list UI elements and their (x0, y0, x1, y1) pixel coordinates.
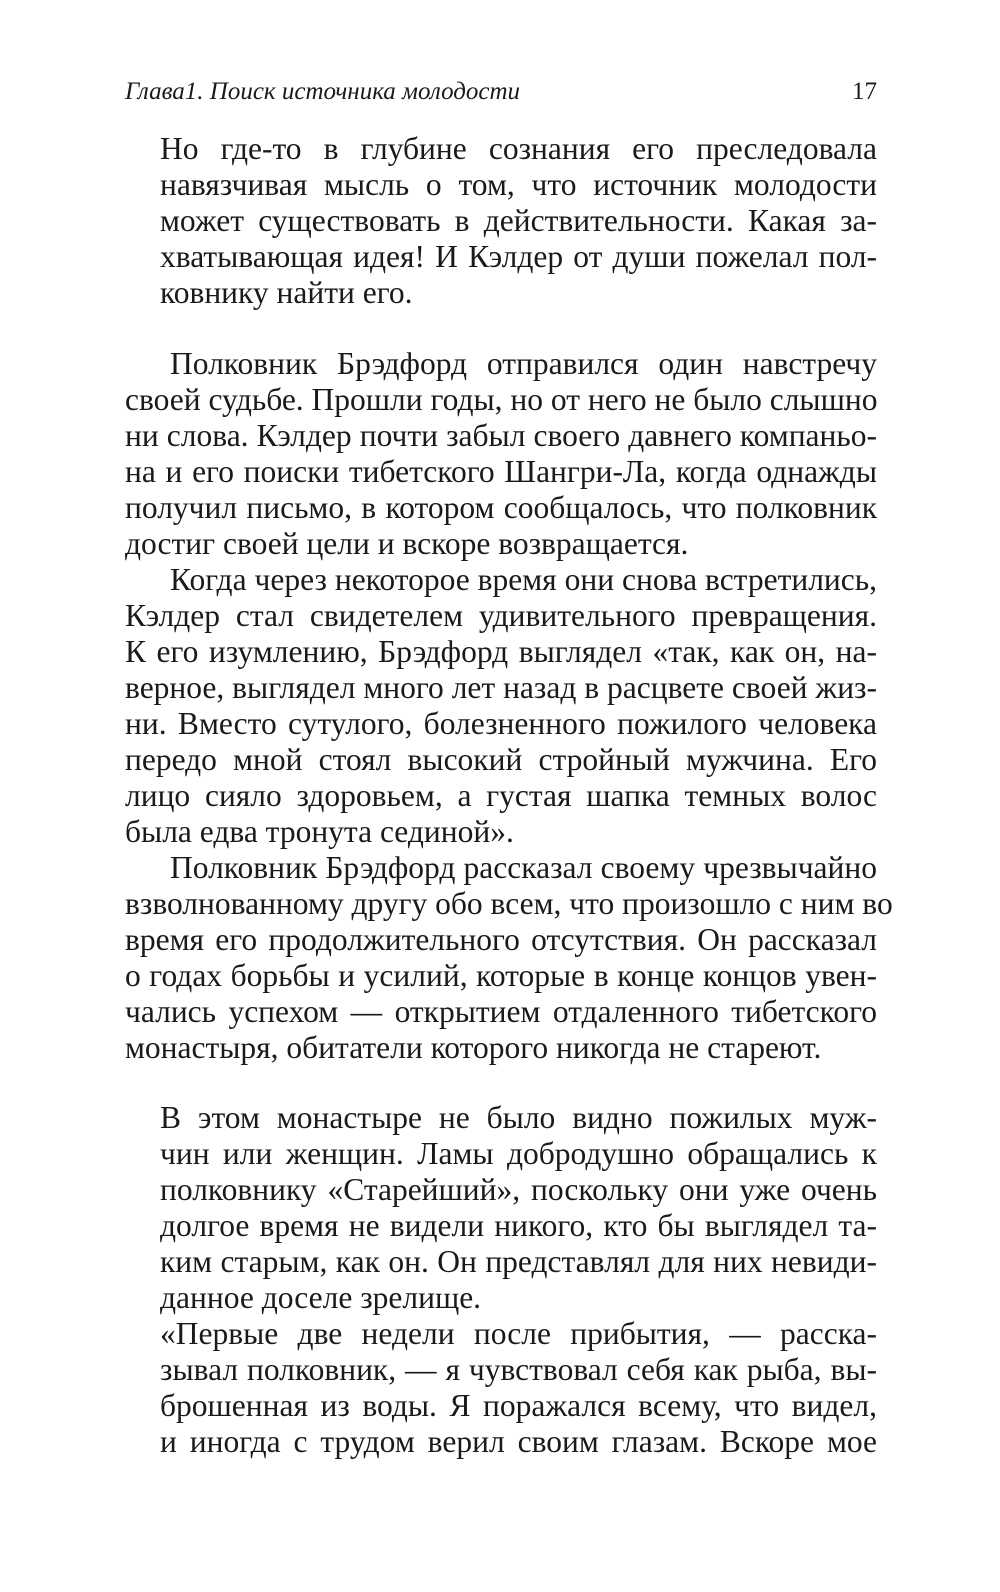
text-line: «Первые две недели после прибытия, — расска- (160, 1316, 877, 1351)
text-line: монастыря, обитатели которого никогда не стареют. (125, 1030, 822, 1065)
text-block-2 (125, 346, 893, 1066)
text-line: брошенная из воды. Я поражался всему, что видел, (160, 1388, 877, 1423)
text-line: взволнованному другу обо всем, что произошло с ним во (125, 886, 893, 921)
text-line: полковнику «Старейший», поскольку они уже очень (160, 1172, 877, 1207)
page-number: 17 (852, 78, 877, 105)
text-line: и иногда с трудом верил своим глазам. Вскоре мое (160, 1424, 877, 1459)
text-line: своей судьбе. Прошли годы, но от него не было слышно (125, 382, 878, 417)
running-header (125, 78, 877, 118)
chapter-title: Глава1. Поиск источника молодости (125, 78, 521, 105)
text-block-3 (160, 1100, 877, 1460)
text-block-1 (160, 131, 877, 311)
text-line: ковнику найти его. (160, 275, 413, 310)
text-line: лицо сияло здоровьем, а густая шапка темных волос (125, 778, 877, 813)
text-line: Когда через некоторое время они снова встретились, (170, 562, 877, 597)
text-line: В этом монастыре не было видно пожилых муж- (160, 1100, 877, 1135)
text-line: получил письмо, в котором сообщалось, что полковник (125, 490, 877, 525)
text-line: верное, выглядел много лет назад в расцвете своей жиз- (125, 670, 877, 705)
text-line: на и его поиски тибетского Шангри-Ла, когда однажды (125, 454, 877, 489)
text-line: долгое время не видели никого, кто бы выглядел та- (160, 1208, 877, 1243)
text-line: может существовать в действительности. Какая за- (160, 203, 877, 238)
text-line: Но где-то в глубине сознания его преследовала (160, 131, 877, 166)
text-line: Кэлдер стал свидетелем удивительного превращения. (125, 598, 877, 633)
text-line: достиг своей цели и вскоре возвращается. (125, 526, 689, 561)
text-line: чались успехом — открытием отдаленного тибетского (125, 994, 877, 1029)
text-line: о годах борьбы и усилий, которые в конце концов увен- (125, 958, 877, 993)
text-line: хватывающая идея! И Кэлдер от души пожелал пол- (160, 239, 877, 274)
text-line: зывал полковник, — я чувствовал себя как рыба, вы- (160, 1352, 877, 1387)
text-line: время его продолжительного отсутствия. Он рассказал (125, 922, 877, 957)
text-line: данное доселе зрелище. (160, 1280, 482, 1315)
text-line: Полковник Брэдфорд рассказал своему чрезвычайно (170, 850, 877, 885)
text-line: ким старым, как он. Он представлял для них невиди- (160, 1244, 877, 1279)
text-line: Полковник Брэдфорд отправился один навстречу (170, 346, 877, 381)
text-line: ни. Вместо сутулого, болезненного пожилого человека (125, 706, 877, 741)
text-line: передо мной стоял высокий стройный мужчина. Его (125, 742, 877, 777)
text-line: была едва тронута сединой». (125, 814, 514, 849)
text-line: чин или женщин. Ламы добродушно обращались к (160, 1136, 877, 1171)
text-line: К его изумлению, Брэдфорд выглядел «так, как он, на- (125, 634, 877, 669)
text-line: навязчивая мысль о том, что источник молодости (160, 167, 877, 202)
text-line: ни слова. Кэлдер почти забыл своего давнего компаньо- (125, 418, 877, 453)
